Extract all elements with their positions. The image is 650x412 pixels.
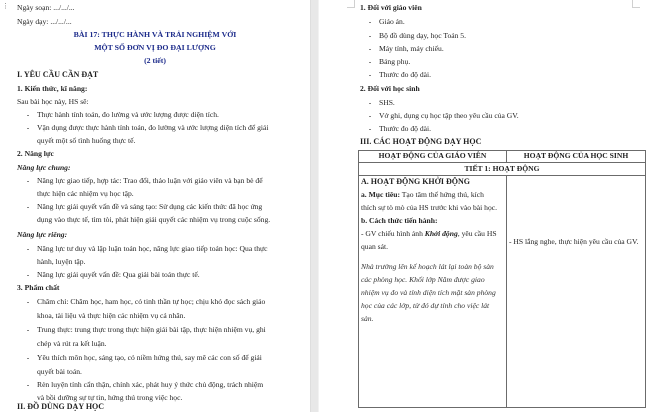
- general-bullet-1-line1: Năng lực giao tiếp, hợp tác: Trao đổi, thảo luận với giáo viên và bạn bè để: [37, 176, 263, 185]
- bullet-dash: -: [368, 31, 372, 40]
- teacher-item-4: Bảng phụ.: [379, 57, 411, 66]
- document-page-right: [319, 0, 650, 412]
- goal-text: Tạo tâm thế hứng thú, kích: [400, 190, 484, 199]
- table-header-teacher: HOẠT ĐỘNG CỦA GIÁO VIÊN: [378, 151, 487, 160]
- bullet-dash: -: [368, 57, 372, 66]
- lesson-title-line1: BÀI 17: THỰC HÀNH VÀ TRẢI NGHIỆM VỚI: [73, 30, 237, 39]
- quality-bullet-4-line1: Rèn luyện tính cẩn thận, chính xác, phát huy ý thức chủ động, trách nhiệm: [37, 380, 264, 389]
- competence-heading: 2. Năng lực: [17, 149, 54, 158]
- scenario-line2: các phòng học. Khối lớp Năm được giao: [361, 275, 485, 284]
- bullet-dash: -: [26, 123, 30, 132]
- document-page-left: [0, 0, 310, 412]
- date-prepared: Ngày soạn: .../.../...: [17, 3, 75, 12]
- knowledge-bullet-2-line2: quyết một số tình huống thực tế.: [37, 136, 136, 145]
- bullet-dash: -: [26, 176, 30, 185]
- step-line1: [361, 229, 497, 239]
- student-item-1: SHS.: [379, 98, 395, 107]
- table-border-left: [358, 150, 359, 408]
- student-response: - HS lắng nghe, thực hiện yêu cầu của GV.: [509, 237, 639, 246]
- specific-bullet-1-line1: Năng lực tư duy và lập luận toán học, năng lực giao tiếp toán học: Qua thực: [37, 244, 268, 253]
- table-border-bottom: [358, 407, 646, 408]
- section-3-title: III. CÁC HOẠT ĐỘNG DẠY HỌC: [360, 137, 482, 146]
- teacher-materials-heading: 1. Đối với giáo viên: [360, 3, 422, 12]
- goal-line2: thích sự tò mò của HS trước khi vào bài học.: [361, 203, 498, 212]
- quality-bullet-3-line2: quyết bài toán.: [37, 367, 82, 376]
- bullet-dash: -: [368, 98, 372, 107]
- date-taught: Ngày dạy: .../.../...: [17, 17, 72, 26]
- quality-bullet-3-line1: Yêu thích môn học, sáng tạo, có niềm hứng thú, say mê các con số để giải: [37, 353, 262, 362]
- lesson-duration: (2 tiết): [144, 56, 166, 65]
- knowledge-bullet-1: Thực hành tính toán, đo lường và ước lượng được diện tích.: [37, 110, 219, 119]
- crop-mark-top-right: [632, 0, 640, 8]
- bullet-dash: -: [368, 17, 372, 26]
- bullet-dash: -: [26, 380, 30, 389]
- scenario-line4: học của các lớp, từ đó dự tính cho việc lát: [361, 301, 490, 310]
- bullet-dash: -: [368, 70, 372, 79]
- specific-bullet-1-line2: hành, luyện tập.: [37, 257, 86, 266]
- general-bullet-1-line2: thực hiện các nhiệm vụ học tập.: [37, 189, 134, 198]
- table-period-row: TIẾT 1: HOẠT ĐỘNG: [464, 164, 540, 173]
- student-item-3: Thước đo độ dài.: [379, 124, 431, 133]
- page-gutter: [310, 0, 319, 412]
- quality-bullet-1-line2: khoa, tài liệu và thực hiện các nhiệm vụ cá nhân.: [37, 311, 186, 320]
- goal-label: a. Mục tiêu:: [361, 190, 401, 199]
- quality-bullet-2-line2: chép và rút ra kết luận.: [37, 339, 107, 348]
- lesson-title-line2: MỘT SỐ ĐƠN VỊ ĐO ĐẠI LƯỢNG: [94, 43, 216, 52]
- goal-line1: [361, 190, 484, 200]
- table-header-student: HOẠT ĐỘNG CỦA HỌC SINH: [523, 151, 629, 160]
- table-divider-body: [506, 175, 507, 408]
- student-materials-heading: 2. Đối với học sinh: [360, 84, 420, 93]
- quality-bullet-4-line2: và bồi dưỡng sự tự tin, hứng thú trong việc học.: [37, 393, 183, 402]
- quality-bullet-2-line1: Trung thực: trung thực trong thực hiện giải bài tập, thực hiện nhiệm vụ, ghi: [37, 325, 266, 334]
- method-label: b. Cách thức tiến hành:: [361, 216, 438, 225]
- general-bullet-2-line1: Năng lực giải quyết vấn đề và sáng tạo: Sử dụng các kiến thức đã học ứng: [37, 202, 263, 211]
- teacher-item-5: Thước đo độ dài.: [379, 70, 431, 79]
- table-border-right: [645, 150, 646, 408]
- bullet-dash: -: [368, 44, 372, 53]
- quality-bullet-1-line1: Chăm chỉ: Chăm học, ham học, có tinh thần tự học; chịu khó đọc sách giáo: [37, 297, 266, 306]
- bullet-dash: -: [368, 111, 372, 120]
- knowledge-bullet-2-line1: Vận dụng được thực hành tính toán, đo lường và ước lượng diện tích để giải: [37, 123, 269, 132]
- knowledge-heading: 1. Kiến thức, kĩ năng:: [17, 84, 88, 93]
- bullet-dash: -: [26, 325, 30, 334]
- margin-handle-icon[interactable]: ⋮: [2, 2, 9, 10]
- scenario-line3: nhiệm vụ đo và tính diện tích mặt sàn phòng: [361, 288, 496, 297]
- bullet-dash: -: [26, 244, 30, 253]
- general-bullet-2-line2: dụng vào thực tế, tìm tòi, phát hiện giải quyết các nhiệm vụ trong cuộc sống.: [37, 215, 271, 224]
- step-suffix: , yêu cầu HS: [457, 229, 497, 238]
- qualities-heading: 3. Phẩm chất: [17, 283, 60, 292]
- specific-competence-heading: Năng lực riêng:: [17, 230, 68, 239]
- section-2-title: II. ĐỒ DÙNG DẠY HỌC: [17, 402, 105, 411]
- step-emphasis: Khởi động: [424, 229, 458, 238]
- bullet-dash: -: [26, 202, 30, 211]
- teacher-item-2: Bộ đồ dùng dạy, học Toán 5.: [379, 31, 466, 40]
- step-prefix: - GV chiếu hình ảnh: [361, 229, 425, 238]
- bullet-dash: -: [368, 124, 372, 133]
- bullet-dash: -: [26, 353, 30, 362]
- table-border-header: [358, 162, 646, 163]
- activity-title: A. HOẠT ĐỘNG KHỞI ĐỘNG: [361, 177, 470, 186]
- teacher-item-1: Giáo án.: [379, 17, 405, 26]
- scenario-line1: Nhà trường lên kế hoạch lát lại toàn bộ sàn: [361, 262, 494, 271]
- specific-bullet-2: Năng lực giải quyết vấn đề: Qua giải bài toán thực tế.: [37, 270, 200, 279]
- step-line2: quan sát.: [361, 242, 388, 251]
- bullet-dash: -: [26, 110, 30, 119]
- table-border-period: [358, 175, 646, 176]
- crop-mark-top-left: [347, 0, 355, 8]
- bullet-dash: -: [26, 297, 30, 306]
- section-1-title: I. YÊU CẦU CẦN ĐẠT: [17, 70, 99, 79]
- scenario-line5: sàn.: [361, 314, 374, 323]
- student-item-2: Vở ghi, dụng cụ học tập theo yêu cầu của GV.: [379, 111, 519, 120]
- general-competence-heading: Năng lực chung:: [17, 163, 71, 172]
- bullet-dash: -: [26, 270, 30, 279]
- teacher-item-3: Máy tính, máy chiếu.: [379, 44, 444, 53]
- knowledge-intro: Sau bài học này, HS sẽ:: [17, 97, 89, 106]
